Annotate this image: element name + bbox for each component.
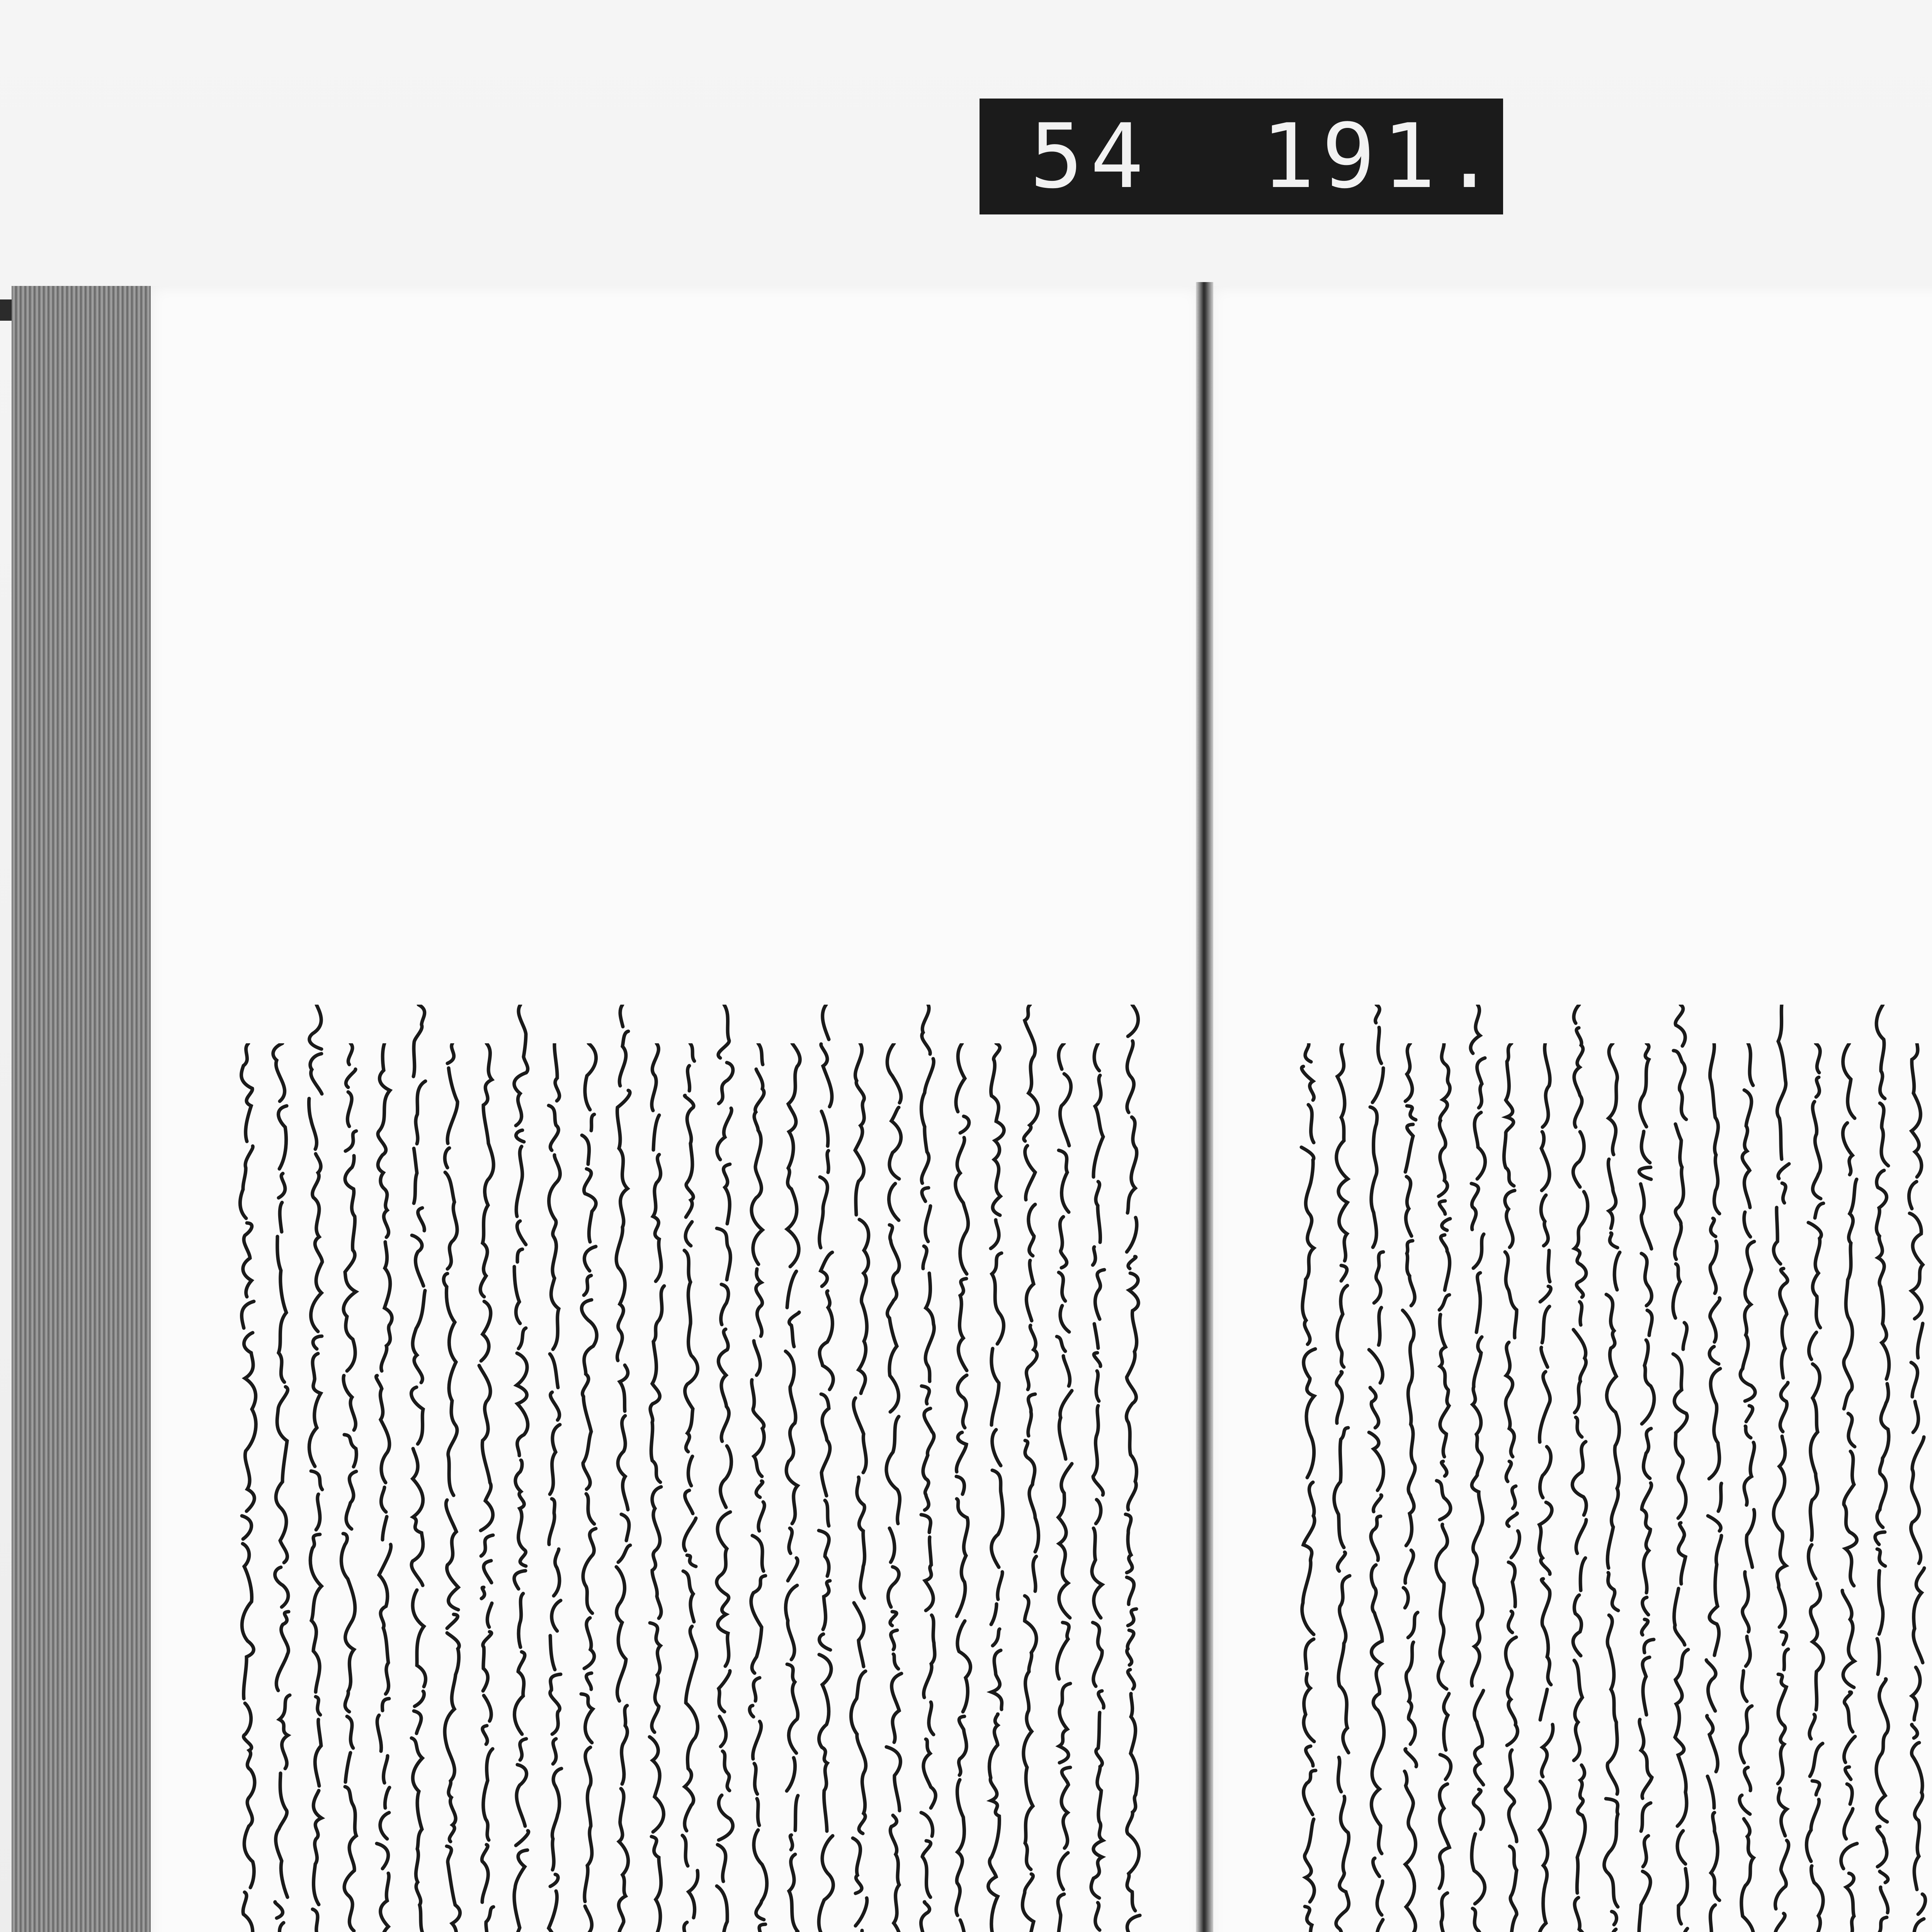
- text-column-calligraphy: [1800, 1043, 1827, 1932]
- roll-number: 54: [1030, 105, 1151, 208]
- text-column-calligraphy: [1665, 1005, 1692, 1932]
- text-column-calligraphy: [1462, 1005, 1489, 1932]
- text-column-calligraphy: [1867, 1005, 1895, 1932]
- text-column-calligraphy: [1834, 1043, 1861, 1932]
- text-column-calligraphy: [1631, 1043, 1658, 1932]
- text-column-calligraphy: [233, 1043, 260, 1932]
- text-column-calligraphy: [1361, 1005, 1388, 1932]
- text-column-calligraphy: [913, 1005, 940, 1932]
- text-column-calligraphy: [777, 1043, 804, 1932]
- text-column-calligraphy: [1733, 1043, 1760, 1932]
- text-column-calligraphy: [1901, 1043, 1929, 1932]
- text-column-calligraphy: [709, 1005, 736, 1932]
- text-column-calligraphy: [1015, 1005, 1042, 1932]
- text-column-calligraphy: [471, 1043, 498, 1932]
- text-column-calligraphy: [1117, 1005, 1144, 1932]
- text-column-calligraphy: [1699, 1043, 1726, 1932]
- text-column-calligraphy: [1293, 1043, 1320, 1932]
- text-column-calligraphy: [1597, 1043, 1624, 1932]
- text-column-calligraphy: [1083, 1043, 1110, 1932]
- text-column-calligraphy: [879, 1043, 906, 1932]
- text-column-calligraphy: [403, 1005, 430, 1932]
- frame-label-plate: [980, 99, 1503, 214]
- text-column-calligraphy: [1496, 1043, 1523, 1932]
- text-column-calligraphy: [845, 1043, 872, 1932]
- text-column-calligraphy: [267, 1043, 294, 1932]
- text-column-calligraphy: [743, 1043, 770, 1932]
- text-column-calligraphy: [573, 1043, 600, 1932]
- text-column-calligraphy: [947, 1043, 974, 1932]
- text-column-calligraphy: [1049, 1043, 1076, 1932]
- text-column-calligraphy: [607, 1005, 634, 1932]
- right-page: [1211, 286, 1932, 1932]
- text-column-calligraphy: [811, 1005, 838, 1932]
- text-column-calligraphy: [539, 1043, 566, 1932]
- text-column-calligraphy: [1530, 1043, 1557, 1932]
- text-column-calligraphy: [1429, 1043, 1456, 1932]
- text-column-calligraphy: [505, 1005, 532, 1932]
- text-column-calligraphy: [369, 1043, 396, 1932]
- text-column-calligraphy: [675, 1043, 702, 1932]
- text-column-calligraphy: [1564, 1005, 1591, 1932]
- text-column-calligraphy: [1327, 1043, 1354, 1932]
- text-column-calligraphy: [1395, 1043, 1422, 1932]
- text-column-calligraphy: [301, 1005, 328, 1932]
- text-column-calligraphy: [981, 1043, 1008, 1932]
- frame-number: 191.: [1261, 105, 1503, 208]
- left-page-edges: [12, 286, 155, 1932]
- book-gutter: [1196, 282, 1213, 1932]
- text-column-calligraphy: [437, 1043, 464, 1932]
- text-column-calligraphy: [335, 1043, 362, 1932]
- open-book: [0, 232, 1932, 1932]
- left-page: [151, 286, 1200, 1932]
- text-column-calligraphy: [1766, 1005, 1793, 1932]
- text-column-calligraphy: [641, 1043, 668, 1932]
